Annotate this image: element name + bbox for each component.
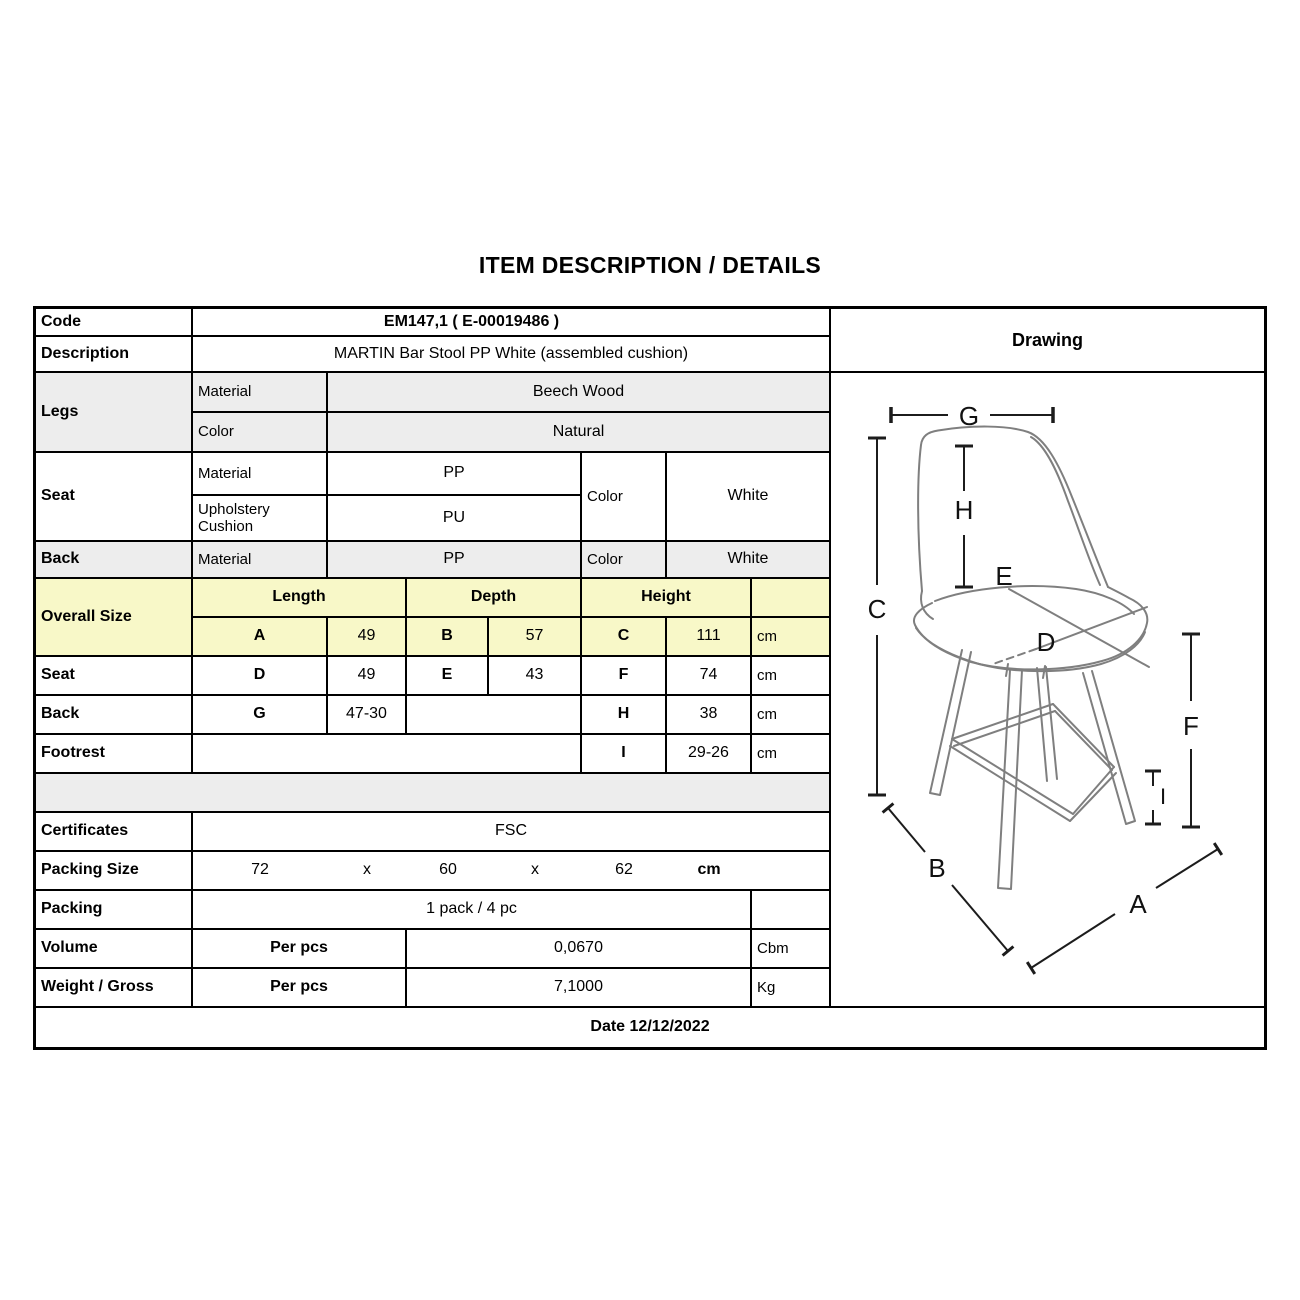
back-size-blank-cell — [406, 695, 581, 734]
dim-label-a: A — [1129, 889, 1147, 919]
cushion-top-line — [935, 586, 1134, 614]
code-label-cell: Code — [35, 308, 192, 336]
dimension-lines — [868, 407, 1222, 974]
code-value-cell: EM147,1 ( E-00019486 ) — [192, 308, 830, 336]
description-label-cell: Description — [35, 336, 192, 372]
dim-c-value-cell: 111 — [666, 617, 751, 656]
weight-value-cell: 7,1000 — [406, 968, 751, 1007]
weight-label-cell: Weight / Gross — [35, 968, 192, 1007]
spec-table — [35, 308, 1265, 1048]
volume-unit-cell: Cbm — [751, 929, 830, 968]
back-material-label-cell: Material — [192, 541, 327, 578]
seat-upholstery-label-cell: Upholstery Cushion — [192, 495, 327, 541]
leg-left — [930, 650, 971, 795]
volume-value-cell: 0,0670 — [406, 929, 751, 968]
description-value-cell: MARTIN Bar Stool PP White (assembled cushion) — [192, 336, 830, 372]
backrest-inner-line — [1031, 437, 1100, 585]
certificates-label-cell: Certificates — [35, 812, 192, 851]
packing-size-value-cell — [192, 851, 830, 890]
seat-unit-cell: cm — [751, 656, 830, 695]
back-label-cell: Back — [35, 541, 192, 578]
date-row: Date 12/12/2022 — [35, 1007, 1265, 1048]
dim-i-key-cell: I — [581, 734, 666, 773]
dim-label-i: I — [1159, 784, 1167, 809]
dim-h-value-cell: 38 — [666, 695, 751, 734]
dim-label-f: F — [1183, 711, 1199, 741]
packing-label-cell: Packing — [35, 890, 192, 929]
dim-g-key-cell: G — [192, 695, 327, 734]
packing-size-depth: 60 — [439, 861, 457, 879]
packing-size-length: 72 — [251, 861, 269, 879]
overall-size-label-cell: Overall Size — [35, 578, 192, 656]
seat-label-cell: Seat — [35, 452, 192, 541]
weight-per-cell: Per pcs — [192, 968, 406, 1007]
leg-rear — [1037, 667, 1057, 781]
dim-a-value-cell: 49 — [327, 617, 406, 656]
dimension-labels — [868, 401, 1199, 919]
dim-a-key-cell: A — [192, 617, 327, 656]
legs-label-cell: Legs — [35, 372, 192, 452]
depth-header-cell: Depth — [406, 578, 581, 617]
dim-label-e: E — [995, 561, 1013, 591]
dim-h-key-cell: H — [581, 695, 666, 734]
dim-b-key-cell: B — [406, 617, 488, 656]
dim-e-value-cell: 43 — [488, 656, 581, 695]
volume-per-cell: Per pcs — [192, 929, 406, 968]
backrest-outline — [918, 427, 1108, 591]
legs-color-value-cell: Natural — [327, 412, 830, 452]
stool-drawing — [831, 373, 1264, 1006]
stool-sketch — [914, 427, 1149, 889]
seat-color-value-cell: White — [666, 452, 830, 541]
dim-label-b: B — [928, 853, 946, 883]
seat-upholstery-value-cell: PU — [327, 495, 581, 541]
dim-label-c: C — [867, 594, 887, 624]
dim-i-line — [1145, 771, 1161, 824]
packing-value-cell: 1 pack / 4 pc — [192, 890, 751, 929]
legs-color-label-cell: Color — [192, 412, 327, 452]
drawing-header-cell: Drawing — [830, 308, 1265, 372]
weight-unit-cell: Kg — [751, 968, 830, 1007]
dim-d-value-cell: 49 — [327, 656, 406, 695]
height-header-cell: Height — [581, 578, 751, 617]
dim-g-value-cell: 47-30 — [327, 695, 406, 734]
dim-e-key-cell: E — [406, 656, 488, 695]
dim-i-value-cell: 29-26 — [666, 734, 751, 773]
overall-unit-cell: cm — [751, 617, 830, 656]
packing-blank-cell — [751, 890, 830, 929]
packing-size-unit: cm — [697, 861, 721, 879]
seat-material-label-cell: Material — [192, 452, 327, 495]
footrest-rail-back-left — [952, 704, 1055, 746]
dim-f-value-cell: 74 — [666, 656, 751, 695]
footrest-rail-front-right — [1070, 767, 1116, 821]
page-title: ITEM DESCRIPTION / DETAILS — [478, 252, 822, 278]
packing-size-height: 62 — [615, 861, 633, 879]
back-material-value-cell: PP — [327, 541, 581, 578]
dim-b-line — [883, 804, 1014, 956]
seat-size-label-cell: Seat — [35, 656, 192, 695]
dim-c-key-cell: C — [581, 617, 666, 656]
back-color-value-cell: White — [666, 541, 830, 578]
seat-diagonal-e — [1009, 589, 1149, 667]
dim-label-g: G — [958, 401, 980, 431]
dim-a-line — [1027, 843, 1222, 974]
legs-material-label-cell: Material — [192, 372, 327, 412]
dim-b-value-cell: 57 — [488, 617, 581, 656]
packing-size-sep-2: x — [531, 861, 539, 879]
footrest-blank-cell — [192, 734, 581, 773]
back-size-label-cell: Back — [35, 695, 192, 734]
footrest-unit-cell: cm — [751, 734, 830, 773]
seat-material-value-cell: PP — [327, 452, 581, 495]
packing-size-sep-1: x — [363, 861, 371, 879]
dim-label-d: D — [1036, 627, 1056, 657]
seat-front-edge — [916, 628, 1145, 671]
drawing-area-cell — [830, 372, 1265, 1007]
size-header-blank-cell — [751, 578, 830, 617]
legs-material-value-cell: Beech Wood — [327, 372, 830, 412]
dim-f-key-cell: F — [581, 656, 666, 695]
footrest-label-cell: Footrest — [35, 734, 192, 773]
seat-diagonal-d-dashed — [993, 649, 1036, 664]
packing-size-label-cell: Packing Size — [35, 851, 192, 890]
back-color-label-cell: Color — [581, 541, 666, 578]
dim-d-key-cell: D — [192, 656, 327, 695]
back-unit-cell: cm — [751, 695, 830, 734]
certificates-value-cell: FSC — [192, 812, 830, 851]
volume-label-cell: Volume — [35, 929, 192, 968]
dim-label-h: H — [954, 495, 974, 525]
spacer-row — [35, 773, 830, 812]
length-header-cell: Length — [192, 578, 406, 617]
seat-color-label-cell: Color — [581, 452, 666, 541]
